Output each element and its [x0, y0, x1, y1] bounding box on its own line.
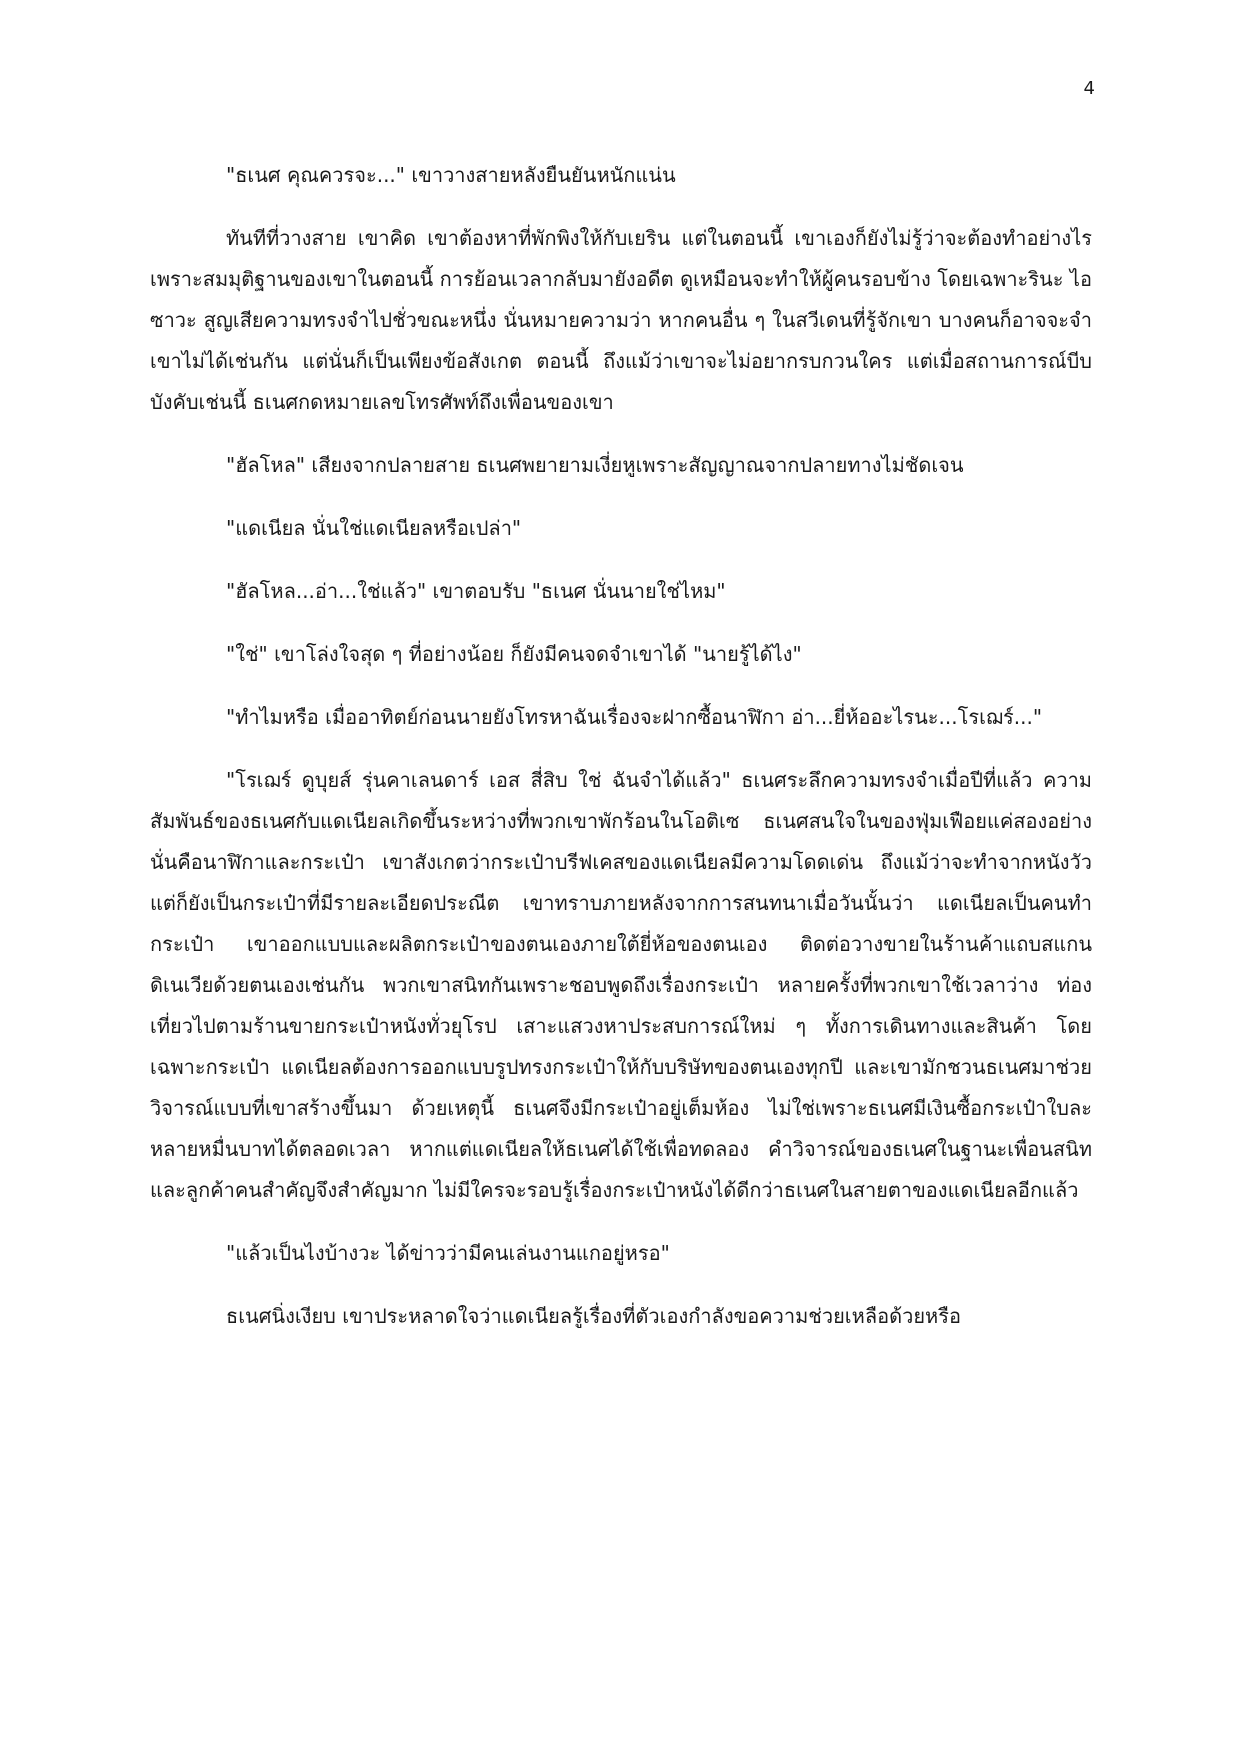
paragraph-7: "ทำไมหรือ เมื่ออาทิตย์ก่อนนายยังโทรหาฉันเรื่องจะฝากซื้อนาฬิกา อ่า...ยี่ห้ออะไรนะ...โรเฌร์..."	[226, 705, 1043, 729]
paragraph-9: "แล้วเป็นไงบ้างวะ ได้ข่าวว่ามีคนเล่นงานแกอยู่หรอ"	[226, 1241, 670, 1265]
paragraph-6: "ใช่" เขาโล่งใจสุด ๆ ที่อย่างน้อย ก็ยังมีคนจดจำเขาได้ "นายรู้ได้ไง"	[226, 642, 802, 666]
paragraph-4: "แดเนียล นั่นใช่แดเนียลหรือเปล่า"	[226, 516, 522, 540]
paragraph-3: "ฮัลโหล" เสียงจากปลายสาย ธเนศพยายามเงี่ยหูเพราะสัญญาณจากปลายทางไม่ชัดเจน	[226, 453, 964, 477]
paragraph-1: "ธเนศ คุณควรจะ..." เขาวางสายหลังยืนยันหนักแน่น	[226, 163, 676, 187]
paragraph-10: ธเนศนิ่งเงียบ เขาประหลาดใจว่าแดเนียลรู้เรื่องที่ตัวเองกำลังขอความช่วยเหลือด้วยหรือ	[226, 1304, 961, 1328]
body-text	[150, 155, 1092, 1359]
page-number: 4	[1083, 78, 1095, 99]
paragraph-5: "ฮัลโหล...อ่า...ใช่แล้ว" เขาตอบรับ "ธเนศ นั่นนายใช่ไหม"	[226, 579, 726, 603]
paragraph-2: ทันทีที่วางสาย เขาคิด เขาต้องหาที่พักพิงให้กับเยริน แต่ในตอนนี้ เขาเองก็ยังไม่รู้ว่าจะต้องทำอย่างไร เพราะสมมุติฐานของเขาในตอนนี้ การย้อนเวลากลับมายังอดีต ดูเหมือนจะทำให้ผู้คนรอบข้าง โดยเฉพาะรินะ ไอซาวะ สูญเสียความทรงจำไปชั่วขณะหนึ่ง นั่นหมายความว่า หากคนอื่น ๆ ในสวีเดนที่รู้จักเขา บางคนก็อาจจะจำเขาไม่ได้เช่นกัน แต่นั่นก็เป็นเพียงข้อสังเกต ตอนนี้ ถึงแม้ว่าเขาจะไม่อยากรบกวนใคร แต่เมื่อสถานการณ์บีบบังคับเช่นนี้ ธเนศกดหมายเลขโทรศัพท์ถึงเพื่อนของเขา	[150, 226, 1092, 414]
paragraph-8: "โรเฌร์ ดูบุยส์ รุ่นคาเลนดาร์ เอส สี่สิบ ใช่ ฉันจำได้แล้ว" ธเนศระลึกความทรงจำเมื่อปีที่แล้ว ความสัมพันธ์ของธเนศกับแดเนียลเกิดขึ้นระหว่างที่พวกเขาพักร้อนในโอติเซ ธเนศสนใจในของฟุ่มเฟือยแค่สองอย่างนั่นคือนาฬิกาและกระเป๋า เขาสังเกตว่ากระเป๋าบรีฟเคสของแดเนียลมีความโดดเด่น ถึงแม้ว่าจะทำจากหนังวัว แต่ก็ยังเป็นกระเป๋าที่มีรายละเอียดประณีต เขาทราบภายหลังจากการสนทนาเมื่อวันนั้นว่า แดเนียลเป็นคนทำกระเป๋า เขาออกแบบและผลิตกระเป๋าของตนเองภายใต้ยี่ห้อของตนเอง ติดต่อวางขายในร้านค้าแถบสแกนดิเนเวียด้วยตนเองเช่นกัน พวกเขาสนิทกันเพราะชอบพูดถึงเรื่องกระเป๋า หลายครั้งที่พวกเขาใช้เวลาว่าง ท่องเที่ยวไปตามร้านขายกระเป๋าหนังทั่วยุโรป เสาะแสวงหาประสบการณ์ใหม่ ๆ ทั้งการเดินทางและสินค้า โดยเฉพาะกระเป๋า แดเนียลต้องการออกแบบรูปทรงกระเป๋าให้กับบริษัทของตนเองทุกปี และเขามักชวนธเนศมาช่วยวิจารณ์แบบที่เขาสร้างขึ้นมา ด้วยเหตุนี้ ธเนศจึงมีกระเป๋าอยู่เต็มห้อง ไม่ใช่เพราะธเนศมีเงินซื้อกระเป๋าใบละหลายหมื่นบาทได้ตลอดเวลา หากแต่แดเนียลให้ธเนศได้ใช้เพื่อทดลอง คำวิจารณ์ของธเนศในฐานะเพื่อนสนิทและลูกค้าคนสำคัญจึงสำคัญมาก ไม่มีใครจะรอบรู้เรื่องกระเป๋าหนังได้ดีกว่าธเนศในสายตาของแดเนียลอีกแล้ว	[150, 768, 1092, 1202]
